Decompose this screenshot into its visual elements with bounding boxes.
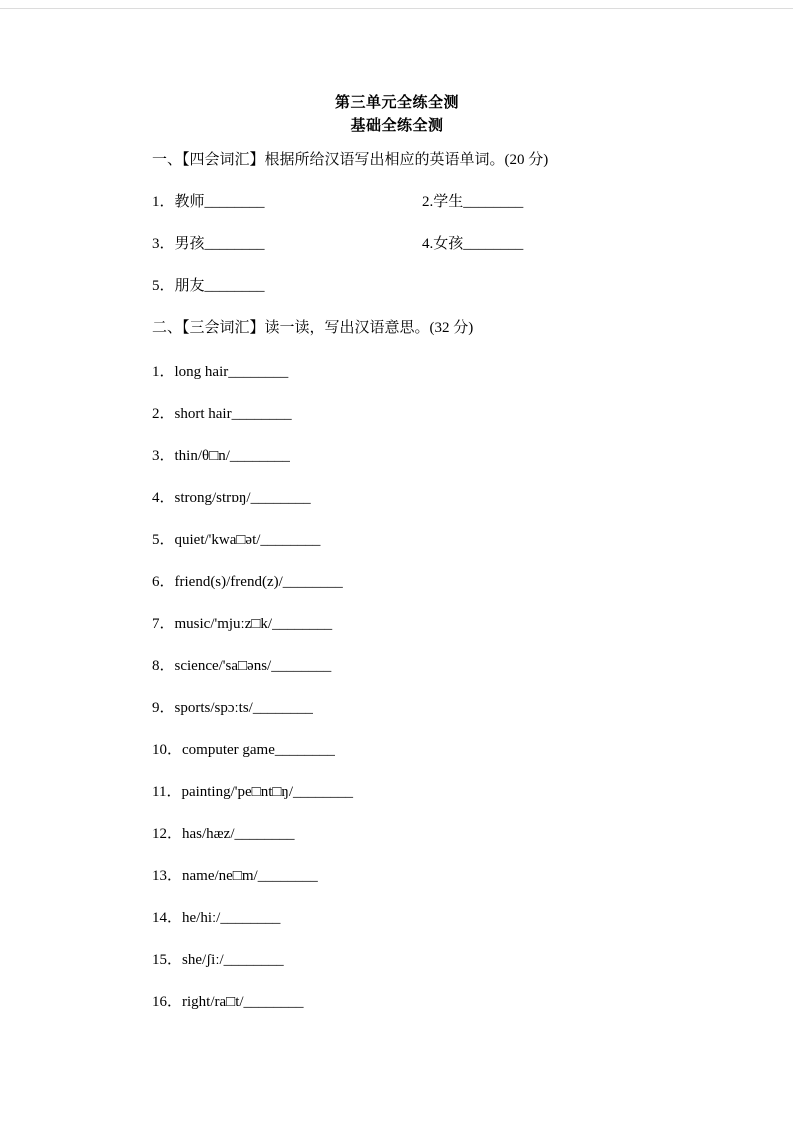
vocab-item: 1．教师________: [152, 194, 265, 210]
vocab-row: [152, 192, 642, 212]
vocab-row: [152, 234, 642, 254]
word-item: 7．music/'mjuːz□k/________: [152, 616, 333, 632]
word-item: 2．short hair________: [152, 406, 292, 422]
vocab-item: 4.女孩________: [422, 236, 524, 252]
section2-heading: 二、【三会词汇】读一读，写出汉语意思。(32 分): [152, 320, 474, 336]
vocab-item: 5．朋友________: [152, 278, 265, 294]
word-item: 8．science/'sa□əns/________: [152, 658, 332, 674]
word-item: 4．strong/strɒŋ/________: [152, 490, 311, 506]
word-item: 14．he/hiː/________: [152, 910, 281, 926]
word-item: 3．thin/θ□n/________: [152, 448, 290, 464]
vocab-item: 3．男孩________: [152, 236, 265, 252]
word-item: 5．quiet/'kwa□ət/________: [152, 532, 321, 548]
word-item: 15．she/ʃiː/________: [152, 952, 284, 968]
word-item: 1．long hair________: [152, 364, 289, 380]
page-border-top: [0, 8, 793, 9]
word-item: 10．computer game________: [152, 742, 335, 758]
section-1: [152, 150, 642, 296]
vocab-item: 2.学生________: [422, 194, 524, 210]
word-item: 11．painting/'pe□nt□ŋ/________: [152, 784, 354, 800]
word-item: 12．has/hæz/________: [152, 826, 295, 842]
vocab-item: [422, 276, 642, 296]
word-item: 13．name/ne□m/________: [152, 868, 318, 884]
page-subtitle: 基础全练全测: [350, 118, 444, 134]
vocab-row: [152, 276, 642, 296]
page-title: 第三单元全练全测: [334, 95, 459, 111]
word-item: 6．friend(s)/frend(z)/________: [152, 574, 343, 590]
word-item: 16．right/ra□t/________: [152, 994, 304, 1010]
word-item: 9．sports/spɔːts/________: [152, 700, 313, 716]
section1-heading: 一、【四会词汇】根据所给汉语写出相应的英语单词。(20 分): [152, 152, 549, 168]
section-2: [152, 318, 642, 1012]
